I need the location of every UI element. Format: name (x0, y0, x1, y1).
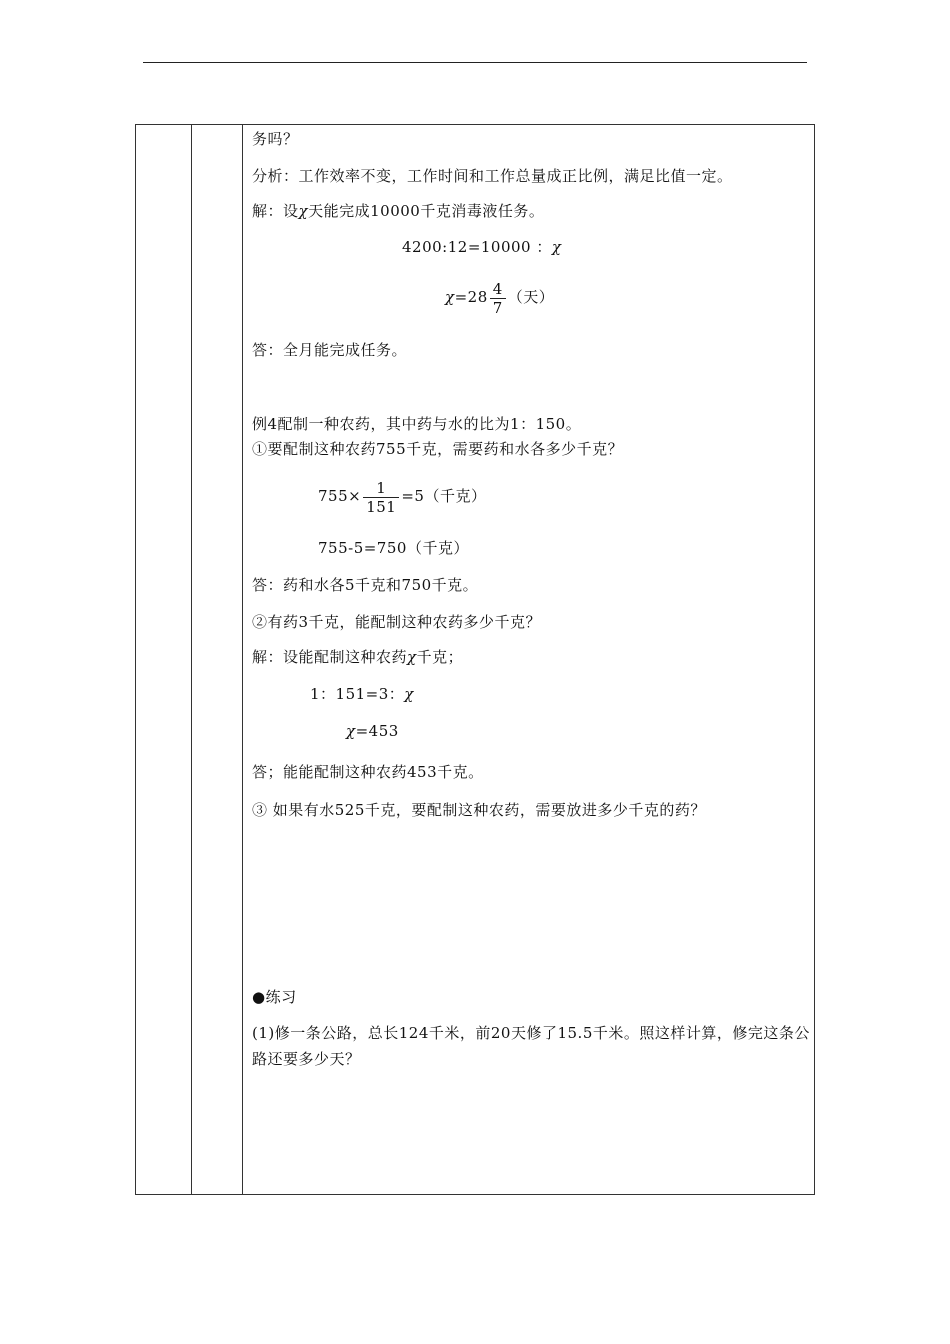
fraction-denominator: 7 (492, 298, 503, 317)
table-column-divider-1 (191, 124, 192, 1195)
variable-x: χ (298, 202, 309, 220)
equation-proportion (402, 237, 561, 257)
equation-difference: 755-5=750（千克） (318, 539, 469, 557)
answer-line: 答；能能配制这种农药453千克。 (252, 763, 484, 781)
practice-problem-1: (1)修一条公路，总长124千米，前20天修了15.5千米。照这样计算，修完这条公路还要多少天？ (252, 1024, 810, 1068)
equation-right: =453 (355, 722, 399, 740)
equation-proportion (310, 684, 414, 704)
header-rule (143, 62, 807, 63)
equation-product (318, 476, 486, 516)
fraction-numerator: 1 (363, 479, 399, 498)
question-2: ②有药3千克，能配制这种农药多少千克？ (252, 613, 542, 631)
question-1: ①要配制这种农药755千克，需要药和水各多少千克？ (252, 440, 624, 458)
question-3: ③ 如果有水525千克，要配制这种农药，需要放进多少千克的药？ (252, 801, 706, 819)
equation-result (445, 277, 554, 317)
solution-line (252, 201, 544, 221)
equation-result (346, 721, 399, 741)
answer-line: 答：全月能完成任务。 (252, 341, 408, 359)
equation-left: 1：151=3： (310, 685, 405, 703)
equation-whole: =28 (454, 288, 488, 306)
practice-heading: ●练习 (252, 988, 297, 1006)
fraction-numerator: 4 (490, 280, 506, 299)
solution-line (252, 647, 463, 667)
text-line: 务吗？ (252, 130, 299, 148)
solution-prefix: 解：设 (252, 202, 299, 220)
answer-line: 答：药和水各5千克和750千克。 (252, 576, 479, 594)
solution-suffix: 天能完成10000千克消毒液任务。 (308, 202, 545, 220)
variable-x: χ (407, 648, 417, 666)
fraction (363, 479, 399, 516)
fraction (490, 280, 506, 317)
solution-suffix: 千克； (416, 648, 464, 666)
analysis-line: 分析：工作效率不变，工作时间和工作总量成正比例，满足比值一定。 (252, 167, 733, 185)
fraction-denominator: 151 (366, 497, 397, 516)
equation-left: 4200:12=10000 ： (402, 238, 552, 256)
equation-unit: （天） (507, 288, 555, 306)
table-column-divider-2 (242, 124, 243, 1195)
solution-prefix: 解：设能配制这种农药 (252, 648, 408, 666)
variable-x: χ (346, 722, 356, 740)
variable-x: χ (551, 238, 562, 256)
example-title: 例4配制一种农药，其中药与水的比为1：150。 (252, 415, 582, 433)
equation-left: 755× (318, 487, 362, 505)
variable-x: χ (404, 685, 414, 703)
variable-x: χ (445, 288, 455, 306)
equation-right: =5（千克） (401, 487, 487, 505)
